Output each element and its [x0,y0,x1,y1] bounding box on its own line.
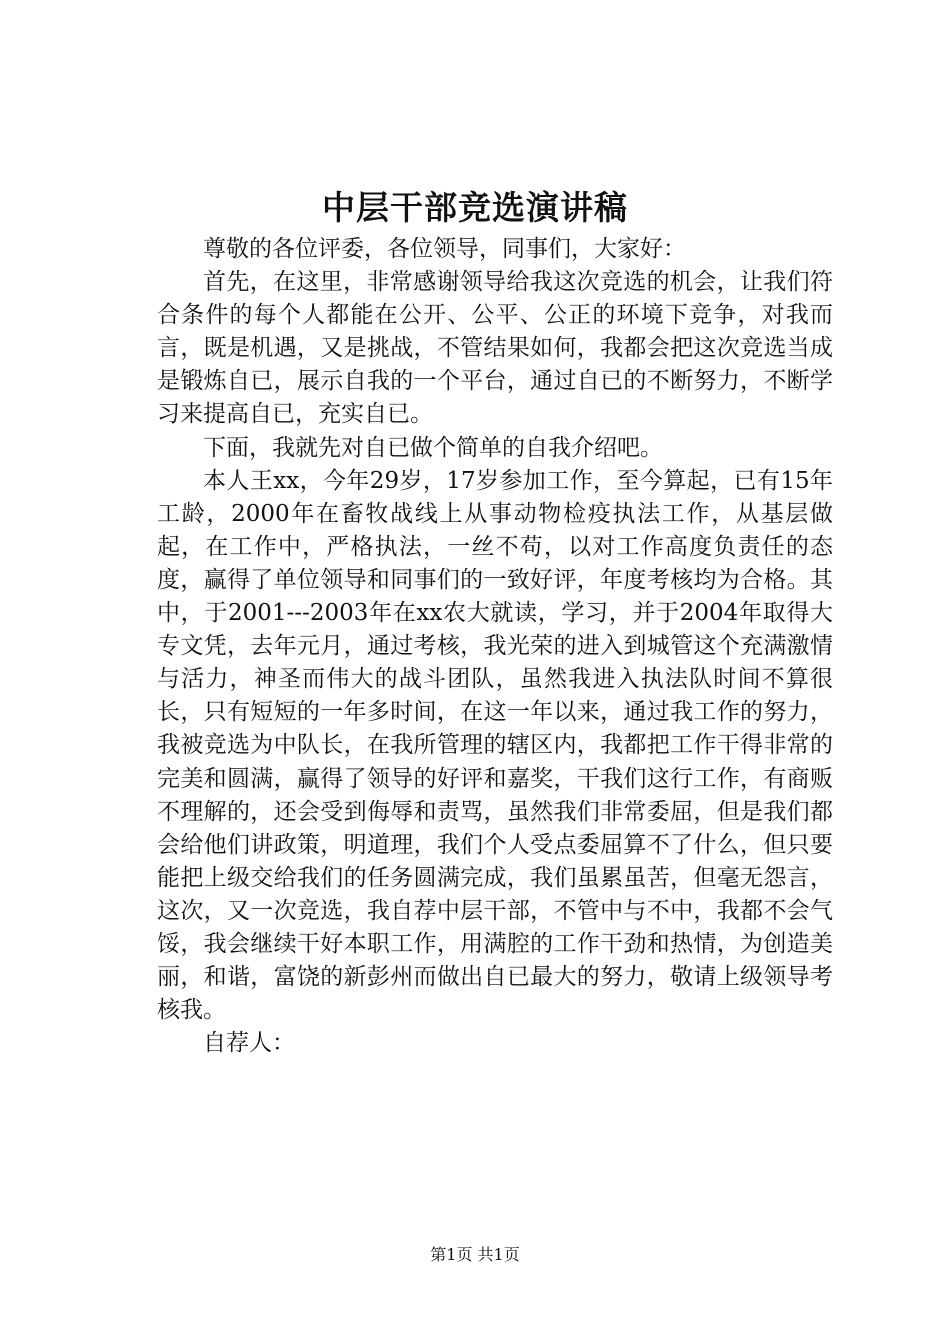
background-paragraph: 本人王xx，今年29岁，17岁参加工作，至今算起，已有15年工龄，2000年在畜牧战线上从事动物检疫执法工作，从基层做起，在工作中，严格执法，一丝不苟，以对工作高度负责任的态度，赢得了单位领导和同事们的一致好评，年度考核均为合格。其中，于2001---2003年在xx农大就读，学习，并于2004年取得大专文凭，去年元月，通过考核，我光荣的进入到城管这个充满激情与活力，神圣而伟大的战斗团队，虽然我进入执法队时间不算很长，只有短短的一年多时间，在这一年以来，通过我工作的努力，我被竞选为中队长，在我所管理的辖区内，我都把工作干得非常的完美和圆满，赢得了领导的好评和嘉奖，干我们这行工作，有商贩不理解的，还会受到侮辱和责骂，虽然我们非常委屈，但是我们都会给他们讲政策，明道理，我们个人受点委屈算不了什么，但只要能把上级交给我们的任务圆满完成，我们虽累虽苦，但毫无怨言，这次，又一次竞选，我自荐中层干部，不管中与不中，我都不会气馁，我会继续干好本职工作，用满腔的工作干劲和热情，为创造美丽，和谐，富饶的新彭州而做出自已最大的努力，敬请上级领导考核我。 [157,467,833,1024]
greeting-paragraph: 尊敬的各位评委，各位领导，同事们，大家好： [203,236,686,262]
page-total: 共1页 [477,1245,520,1264]
page-footer [0,1244,950,1266]
page-number: 第1页 [430,1245,473,1264]
opening-paragraph: 首先，在这里，非常感谢领导给我这次竞选的机会，让我们符合条件的每个人都能在公开、公平、公正的环境下竞争，对我而言，既是机遇，又是挑战，不管结果如何，我都会把这次竞选当成是锻炼自已，展示自我的一个平台，通过自已的不断努力，不断学习来提高自已，充实自已。 [157,269,833,428]
document-title: 中层干部竞选演讲稿 [322,188,628,227]
intro-paragraph: 下面，我就先对自已做个简单的自我介绍吧。 [203,434,663,461]
signature-paragraph: 自荐人： [203,1030,295,1057]
document-body [157,233,833,1060]
